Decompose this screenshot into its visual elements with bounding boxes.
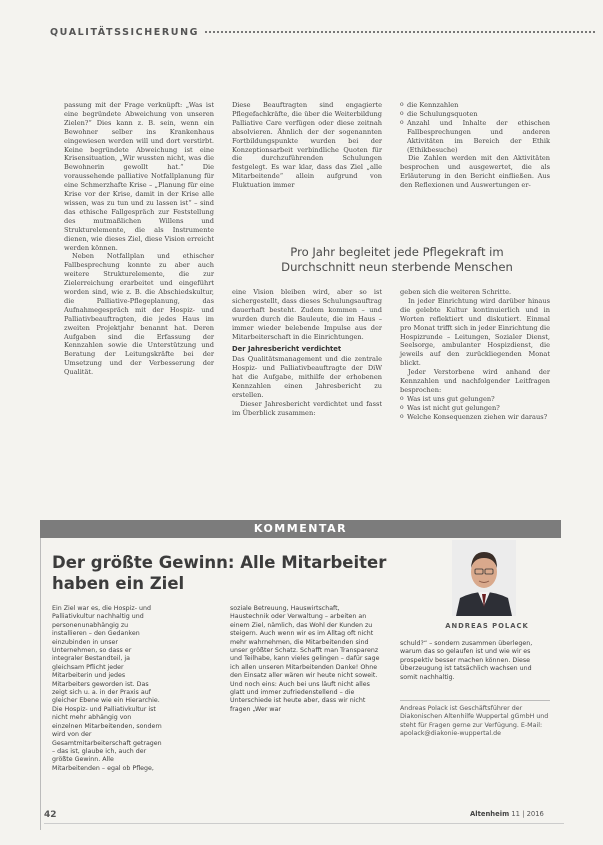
paragraph: Diese Beauftragten sind engagierte Pflegefachkräfte, die über die Weiterbildung Palliative Care verfügen oder diese zeitnah absolvieren. Ähnlich der der sogenannten Fortbildungspunkte wurden bei der Konzeptionsarbeit verbindliche Quoten für die durchzuführenden Schulungen festgelegt. Es war klar, dass das Ziel „alle Mitarbeitende“ allein aufgrund von Fluktuation immer	[232, 101, 382, 190]
section-label: QUALITÄTSSICHERUNG	[50, 26, 200, 38]
paragraph: Dieser Jahresbericht verdichtet und fasst im Überblick zusammen:	[232, 399, 382, 417]
list-item: o die Schulungsquoten	[400, 110, 550, 119]
section-dotted-rule	[205, 31, 595, 33]
author-portrait	[452, 540, 516, 616]
question-list	[400, 395, 550, 422]
magazine-name: Altenheim	[470, 810, 510, 818]
body-column-2-bottom	[232, 288, 382, 418]
author-name: ANDREAS POLACK	[445, 622, 529, 630]
body-column-2-top	[232, 101, 382, 190]
body-column-3-bottom	[400, 288, 550, 422]
kommentar-banner: KOMMENTAR	[40, 520, 561, 538]
magazine-issue	[470, 810, 544, 818]
paragraph: passung mit der Frage verknüpft: „Was ist eine begründete Abweichung von unseren Zielen?“ Dies kann z. B. sein, wenn ein Bewohner selber ins Krankenhaus eingewiesen werden will und dort verstirbt. Keine begründete Abweichung ist eine Krisensituation, „Wir wussten nicht, was die Bewohnerin gewollt hat.“ Die voraussehende palliative Notfallplanung für eine Schmerzhafte Krise – „Planung für eine Krise vor der Krise, damit in der Krise alle wissen, was zu tun und zu lassen ist“ – sind das ethische Fallgespräch zur Feststellung des mutmaßlichen Willens und Strukturelemente, die als Instrumente dienen, wie dieses Ziel, diese Vision erreicht werden können.	[64, 101, 214, 252]
list-item: o Anzahl und Inhalte der ethischen Fallbesprechungen und anderen Aktivitäten im Bereich der Ethik (Ethikbesuche)	[400, 119, 550, 155]
list-item: o Was ist nicht gut gelungen?	[400, 404, 550, 413]
kommentar-title: Der größte Gewinn: Alle Mitarbeiter haben ein Ziel	[52, 553, 387, 593]
footer-rule	[44, 823, 564, 824]
paragraph: Jeder Verstorbene wird anhand der Kennzahlen und nachfolgender Leitfragen besprochen:	[400, 368, 550, 394]
paragraph: schuld?“ – sondern zusammen überlegen, warum das so gelaufen ist und wie wir es prospektiv besser machen können. Diese Überzeugung ist tatsächlich wachsen und somit nachhaltig.	[400, 640, 533, 681]
paragraph: Neben Notfallplan und ethischer Fallbesprechung konnte zu aber auch weitere Strukturelemente, die zur Zielerreichung erarbeitet und eingeführt worden sind, wie z. B. die Abschiedskultur, die Palliative-Pflegeplanung, das Aufnahmegespräch mit der Hospiz- und Palliativbeauftragten, die jedes Haus im zweiten Projektjahr benannt hat. Deren Aufgaben sind die Erfassung der Kennzahlen sowie die Unterstützung und Beratung der Leitungskräfte bei der Umsetzung und der Verbesserung der Qualität.	[64, 252, 214, 377]
list-item: o die Kennzahlen	[400, 101, 550, 110]
paragraph: Die Zahlen werden mit den Aktivitäten besprochen und ausgewertet, die als Erläuterung in den Bericht einfließen. Aus den Reflexionen und Auswertungen er-	[400, 154, 550, 190]
paragraph: geben sich die weiteren Schritte.	[400, 288, 512, 296]
author-bio: Andreas Polack ist Geschäftsführer der Diakonischen Altenhilfe Wuppertal gGmbH und steht für Fragen gerne zur Verfügung. E-Mail: apolack@diakonie-wuppertal.de	[400, 700, 550, 739]
issue-number: 11 | 2016	[511, 810, 544, 818]
pull-quote: Pro Jahr begleitet jede Pflegekraft im Durchschnitt neun sterbende Menschen	[281, 245, 513, 274]
kommentar-column-3	[400, 640, 550, 682]
section-header	[50, 24, 595, 40]
list-item: o Was ist uns gut gelungen?	[400, 395, 550, 404]
paragraph: In jeder Einrichtung wird darüber hinaus die gelebte Kultur kontinuierlich und in Worten reflektiert und diskutiert. Einmal pro Monat trifft sich in jeder Einrichtung die Hospizrunde – Leitungen, Sozialer Dienst, Seelsorge, ambulanter Hospizdienst, die jeweils auf den zurückliegenden Monat blickt.	[400, 296, 550, 368]
portrait-illustration	[452, 540, 516, 616]
page-number: 42	[44, 810, 57, 820]
kommentar-column-1	[52, 605, 162, 773]
summary-list	[400, 101, 550, 154]
body-column-1	[64, 101, 214, 377]
paragraph: Das Qualitätsmanagement und die zentrale Hospiz- und Palliativbeauftragte der DiW hat die Aufgabe, mithilfe der erhobenen Kennzahlen einen Jahresbericht zu erstellen.	[232, 355, 382, 399]
list-item: o Welche Konsequenzen ziehen wir daraus?	[400, 413, 550, 422]
paragraph: eine Vision bleiben wird, aber so ist sichergestellt, dass dieses Schulungsauftrag dauerhaft besteht. Zudem kommen – und wurden durch die Bauleute, die im Haus – immer wieder belebende Impulse aus der Mitarbeiterschaft in die Einrichtungen.	[232, 288, 382, 341]
subheading: Der Jahresbericht verdichtet	[232, 345, 342, 354]
paragraph: soziale Betreuung, Hauswirtschaft, Haustechnik oder Verwaltung – arbeiten an einem Ziel, nämlich, das Wohl der Kunden zu steigern. Auch wenn wir es im Alltag oft nicht mehr wahrnehmen, die Mitarbeitenden sind unser größter Schatz. Schafft man Transparenz und Teilhabe, kann vieles gelingen – dafür sage ich allen unseren Mitarbeitenden Danke! Ohne den Einsatz aller wären wir heute nicht soweit. Und noch eins: Auch bei uns läuft nicht alles glatt und immer zufriedenstellend – die Unterschiede ist heute aber, dass wir nicht fragen „Wer war	[230, 605, 380, 713]
kommentar-column-2	[230, 605, 380, 714]
body-column-3-top	[400, 101, 550, 190]
paragraph: Ein Ziel war es, die Hospiz- und Palliativkultur nachhaltig und personenunabhängig zu installieren – den Gedanken einzubinden in unser Unternehmen, so dass er integraler Bestandteil, ja gleichsam Pflicht jeder Mitarbeiterin und jedes Mitarbeiters geworden ist. Das zeigt sich u. a. in der Praxis auf gleicher Ebene wie ein Hierarchie. Die Hospiz- und Palliativkultur ist nicht mehr abhängig von einzelnen Mitarbeitenden, sondern wird von der Gesamtmitarbeiterschaft getragen – das ist, glaube ich, auch der größte Gewinn. Alle Mitarbeitenden – egal ob Pflege,	[52, 605, 162, 772]
